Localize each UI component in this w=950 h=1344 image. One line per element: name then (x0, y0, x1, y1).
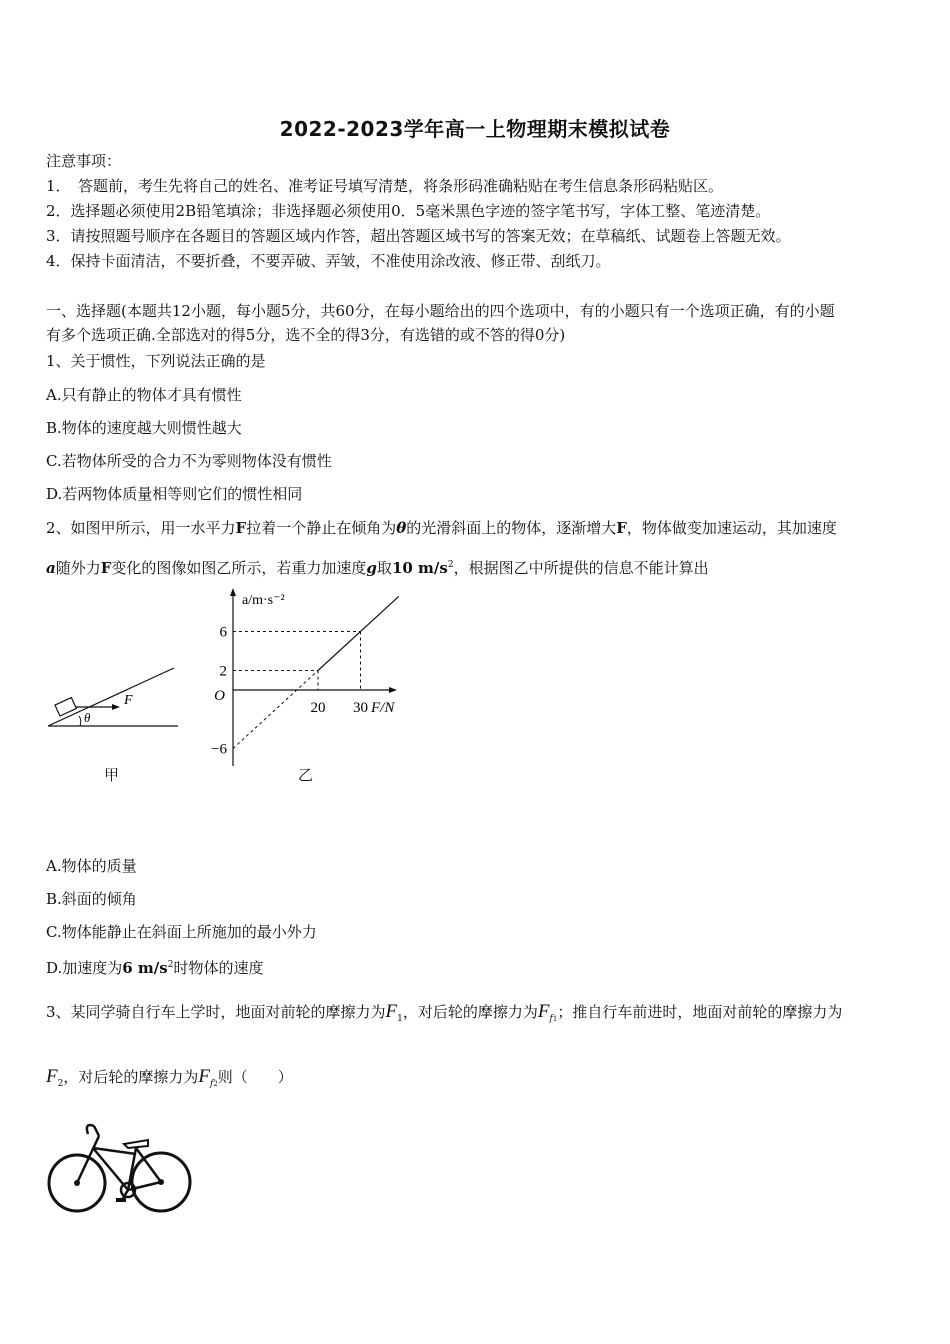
x-axis-label: F/N (371, 700, 395, 716)
q1-option-a: A.只有静止的物体才具有惯性 (46, 386, 242, 404)
acceleration-force-chart (205, 586, 420, 771)
notice-heading: 注意事项： (46, 152, 122, 170)
notice-item-3: 3．请按照题号顺序在各题目的答题区域内作答，超出答题区域书写的答案无效；在草稿纸、试题卷上答题无效。 (46, 227, 791, 245)
notice-item-2: 2．选择题必须使用2B铅笔填涂；非选择题必须使用0．5毫米黑色字迹的签字笔书写，字体工整、笔迹清楚。 (46, 202, 771, 220)
figure-label-yi: 乙 (298, 766, 314, 784)
section-heading-line1: 一、选择题(本题共12小题，每小题5分，共60分，在每小题给出的四个选项中，有的小题只有一个选项正确，有的小题 (46, 302, 835, 320)
x-tick-label: 30 (353, 700, 368, 716)
q1-option-b: B.物体的速度越大则惯性越大 (46, 419, 242, 437)
x-tick-label: 20 (310, 700, 326, 716)
page-title: 2022-2023学年高一上物理期末模拟试卷 (279, 117, 671, 141)
section-heading-line2: 有多个选项正确.全部选对的得5分，选不全的得3分，有选错的或不答的得0分) (46, 326, 566, 344)
notice-item-1: 1． 答题前，考生先将自己的姓名、准考证号填写清楚，将条形码准确粘贴在考生信息条形码粘贴区。 (46, 177, 724, 195)
figure-label-jia: 甲 (104, 766, 120, 784)
q2-option-d: D.加速度为6 $m/s^2$时物体的速度 (46, 959, 264, 977)
q3-stem-line1: 3、某同学骑自行车上学时，地面对前轮的摩擦力为$F_1$，对后轮的摩擦力为$F_{f1}$；推自行车前进时，地面对前轮的摩擦力为 (46, 1001, 843, 1024)
q2-stem-line1: 2、如图甲所示，用一水平力F拉着一个静止在倾角为θ的光滑斜面上的物体，逐渐增大F，物体做变加速运动，其加速度 (46, 519, 837, 537)
incline-slope-line (48, 668, 174, 726)
force-arrow-head (112, 704, 120, 710)
q3-stem-line2: $F_2$，对后轮的摩擦力为$F_{f2}$则（ ） (46, 1066, 293, 1089)
y-axis-label: a/m·s⁻² (242, 593, 285, 608)
incline-figure (40, 660, 190, 740)
y-tick-label: 2 (219, 663, 227, 680)
force-label: F (124, 693, 133, 708)
q2-option-b: B.斜面的倾角 (46, 890, 137, 908)
incline-block (55, 698, 76, 716)
origin-label: O (214, 688, 225, 704)
q2-stem-line2: a随外力F变化的图像如图乙所示，若重力加速度g取10 $m/s^2$，根据图乙中所提供的信息不能计算出 (46, 559, 709, 577)
q1-option-d: D.若两物体质量相等则它们的惯性相同 (46, 485, 303, 503)
series-line-solid (318, 596, 399, 670)
series-line-dashed (233, 671, 318, 749)
bicycle-figure (44, 1118, 196, 1222)
y-tick-label: −6 (211, 741, 227, 758)
x-axis-arrow (389, 687, 397, 693)
angle-label: θ (84, 710, 91, 725)
q2-option-a: A.物体的质量 (46, 857, 137, 875)
q2-option-c: C.物体能静止在斜面上所施加的最小外力 (46, 923, 317, 941)
y-tick-label: 6 (219, 624, 227, 641)
bicycle-seat (124, 1140, 148, 1148)
bicycle-handlebar (87, 1125, 94, 1134)
angle-arc (79, 716, 81, 726)
notice-item-4: 4．保持卡面清洁，不要折叠，不要弄破、弄皱，不准使用涂改液、修正带、刮纸刀。 (46, 252, 611, 270)
y-axis-arrow (230, 588, 236, 596)
q1-stem: 1、关于惯性，下列说法正确的是 (46, 352, 266, 370)
q1-option-c: C.若物体所受的合力不为零则物体没有惯性 (46, 452, 332, 470)
